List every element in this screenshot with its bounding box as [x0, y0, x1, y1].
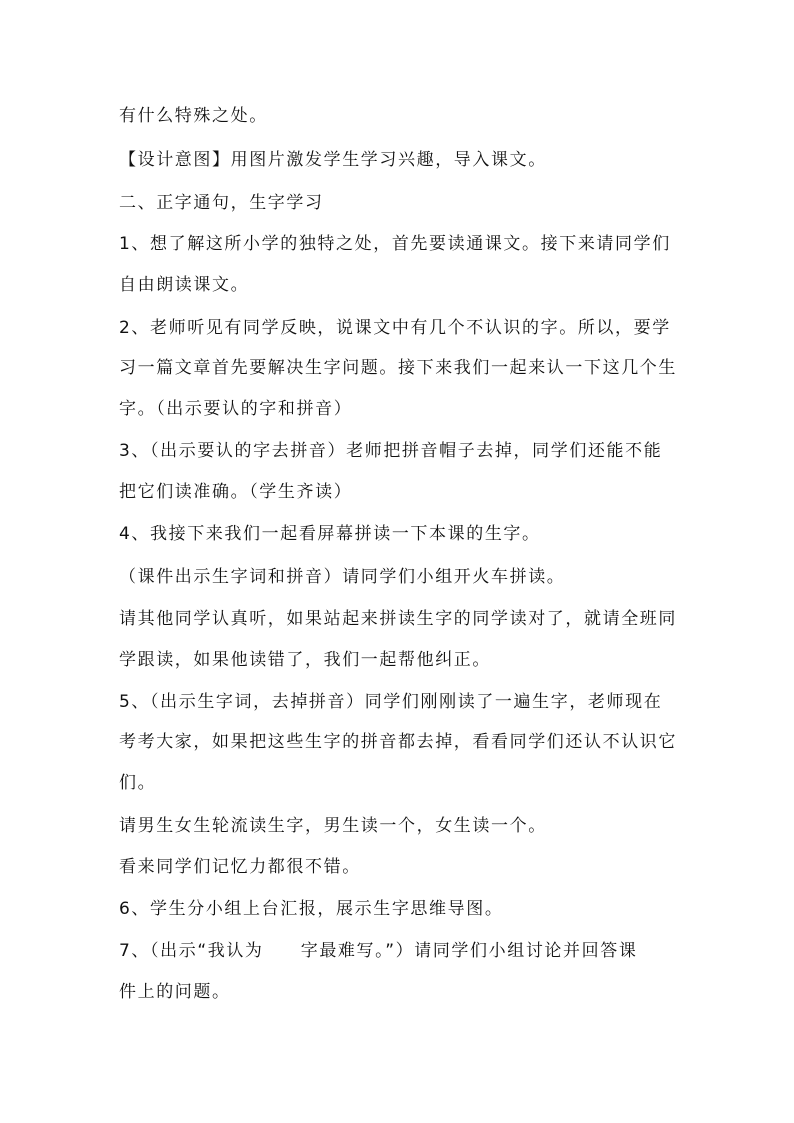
text-line: 字。（出示要认的字和拼音） — [119, 399, 353, 419]
text-line: 【设计意图】用图片激发学生学习兴趣，导入课文。 — [119, 150, 547, 170]
text-line: 件上的问题。 — [119, 982, 231, 1002]
text-line: 3、（出示要认的字去拼音）老师把拼音帽子去掉，同学们还能不能 — [119, 441, 663, 461]
text-line: 习一篇文章首先要解决生字问题。接下来我们一起来认一下这几个生 — [119, 358, 677, 378]
section-heading: 二、正字通句，生字学习 — [119, 193, 324, 213]
text-line: 6、学生分小组上台汇报，展示生字思维导图。 — [119, 899, 504, 919]
text-line: 4、我接下来我们一起看屏幕拼读一下本课的生字。 — [119, 524, 541, 544]
text-line: 请其他同学认真听，如果站起来拼读生字的同学读对了，就请全班同 — [119, 609, 677, 629]
text-line: 考考大家，如果把这些生字的拼音都去掉，看看同学们还认不认识它 — [119, 732, 677, 752]
text-line: 5、（出示生字词，去掉拼音）同学们刚刚读了一遍生字，老师现在 — [119, 692, 663, 712]
text-line: 自由朗读课文。 — [119, 275, 250, 295]
text-line: 学跟读，如果他读错了，我们一起帮他纠正。 — [119, 650, 491, 670]
text-line: （课件出示生字词和拼音）请同学们小组开火车拼读。 — [119, 567, 566, 587]
text-line: 有什么特殊之处。 — [119, 106, 268, 126]
text-line: 2、老师听见有同学反映，说课文中有几个不认识的字。所以，要学 — [119, 318, 671, 338]
text-line: 请男生女生轮流读生字，男生读一个，女生读一个。 — [119, 816, 547, 836]
text-line: 7、（出示“我认为 字最难写。”）请同学们小组讨论并回答课 — [119, 941, 638, 961]
text-line: 1、想了解这所小学的独特之处，首先要读通课文。接下来请同学们 — [119, 234, 671, 254]
text-line: 们。 — [119, 773, 157, 793]
text-line: 把它们读准确。（学生齐读） — [119, 482, 353, 502]
text-line: 看来同学们记忆力都很不错。 — [119, 857, 361, 877]
